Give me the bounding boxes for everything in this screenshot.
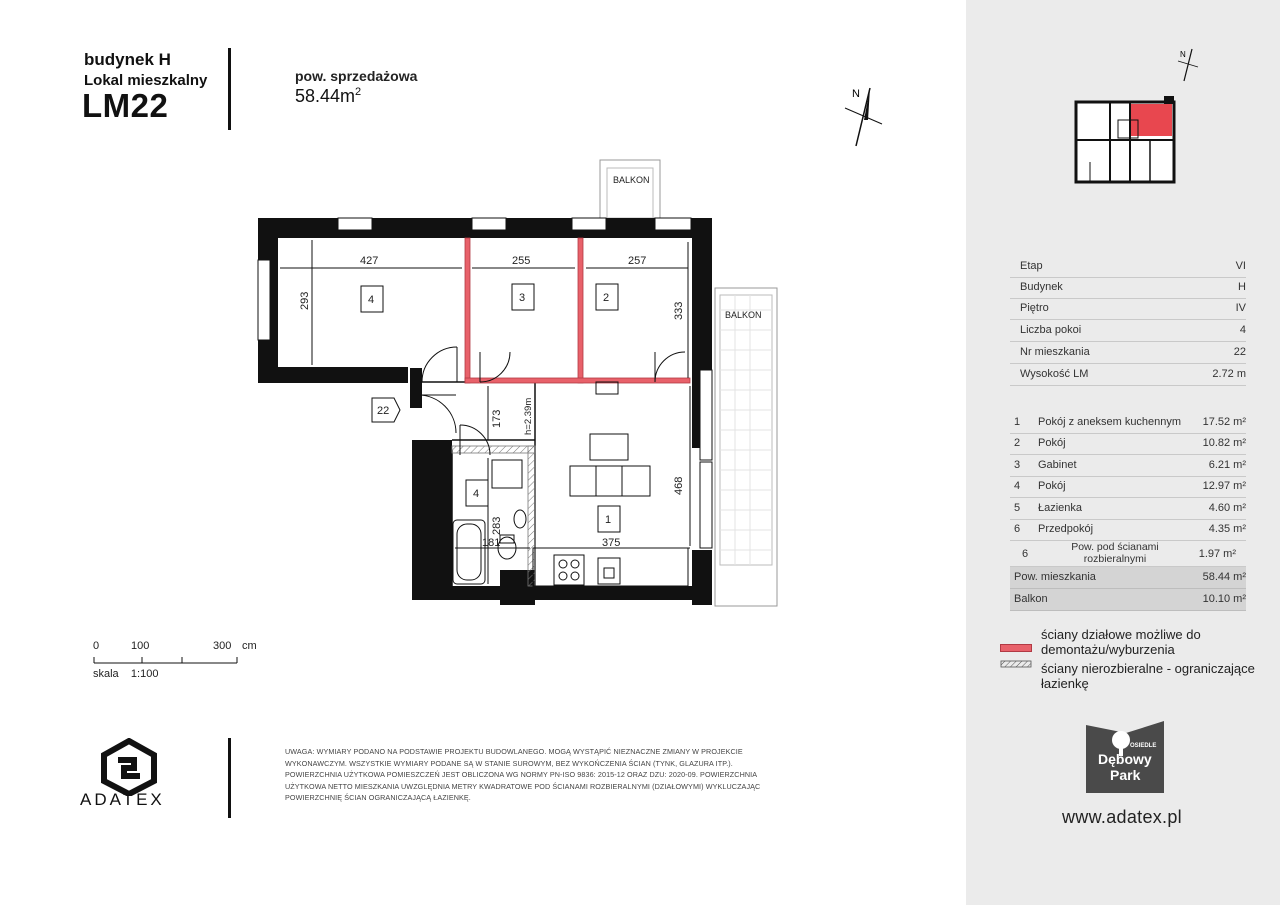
legend-demolishable: ściany działowe możliwe do demontażu/wyburzenia (1041, 627, 1201, 657)
dim-room4-width: 427 (360, 255, 379, 267)
room-row: 6 Pow. pod ścianami rozbieralnymi 1.97 m² (1010, 540, 1246, 567)
adatex-logo-text: ADATEX (80, 790, 165, 809)
unit-type-label: Lokal mieszkalny (84, 72, 208, 89)
room-row: 3 Gabinet 6.21 m² (1010, 455, 1246, 477)
balcony-top (600, 160, 660, 218)
keyplan-diagram (1070, 96, 1180, 188)
balcony-right-label: BALKON (725, 310, 762, 320)
scale-tick-0: 0 (93, 640, 100, 652)
info-row-liczba-pokoi: Liczba pokoi 4 (1010, 320, 1246, 342)
dim-room4-height: 293 (299, 291, 311, 310)
room-row: 6 Przedpokój 4.35 m² (1010, 519, 1246, 541)
scale-bar (92, 655, 242, 665)
entry-marker (372, 398, 400, 422)
summary-row-mieszkanie: Pow. mieszkania 58.44 m² (1010, 567, 1246, 589)
info-row-pietro: Piętro IV (1010, 298, 1246, 320)
website-link[interactable]: www.adatex.pl (1062, 807, 1182, 827)
logo-text-2: Park (1110, 767, 1141, 783)
building-label: budynek H (84, 50, 171, 69)
info-row-etap: Etap VI (1010, 256, 1246, 278)
unit-code: LM22 (82, 87, 169, 124)
logo-text-1: Dębowy (1098, 751, 1152, 767)
dim-room2-width: 257 (628, 255, 647, 267)
room-row: 4 Pokój 12.97 m² (1010, 476, 1246, 498)
logo-small-text: OSIEDLE (1130, 743, 1157, 749)
room-row: 2 Pokój 10.82 m² (1010, 433, 1246, 455)
info-row-nr-mieszkania: Nr mieszkania 22 (1010, 342, 1246, 364)
height-note: h=2.39m (523, 397, 534, 435)
legend-swatch-hatched (1000, 660, 1032, 669)
dim-room2-height: 333 (673, 301, 685, 320)
dim-living-width: 375 (602, 537, 621, 549)
entry-number: 22 (377, 405, 390, 417)
room-label-2: 2 (603, 292, 610, 304)
summary-row-balkon: Balkon 10.10 m² (1010, 589, 1246, 611)
compass-letter: N (852, 88, 860, 100)
dim-living-height: 468 (673, 476, 685, 495)
info-row-wysokosc: Wysokość LM 2.72 m (1010, 364, 1246, 386)
debowy-park-logo (1086, 715, 1164, 793)
keyplan-compass-icon (1172, 45, 1202, 85)
adatex-logo-icon (98, 738, 160, 796)
area-value: $58.44m^2$ (295, 86, 362, 106)
dim-bath-width: 181 (482, 537, 501, 549)
info-row-budynek: Budynek H (1010, 277, 1246, 299)
scale-label: skala 1:100 (93, 668, 159, 680)
room-label-bath: 4 (473, 488, 480, 500)
room-row: 1 Pokój z aneksem kuchennym 17.52 m² (1010, 412, 1246, 434)
footer-divider (228, 738, 231, 818)
balcony-right (715, 288, 777, 606)
area-label: pow. sprzedażowa (295, 68, 418, 84)
dim-corridor: 173 (491, 409, 503, 428)
compass-icon (840, 80, 890, 150)
dim-room3-width: 255 (512, 255, 531, 267)
room-label-3: 3 (519, 292, 526, 304)
room-row: 5 Łazienka 4.60 m² (1010, 498, 1246, 520)
legend-hatched: ściany nierozbieralne - ograniczające łazienkę (1041, 661, 1255, 691)
header-divider (228, 48, 231, 130)
room-label-4: 4 (368, 294, 375, 306)
scale-tick-300: 300 (213, 640, 232, 652)
disclaimer-note: UWAGA: WYMIARY PODANO NA PODSTAWIE PROJEKTU BUDOWLANEGO. MOGĄ WYSTĄPIĆ NIEZNACZNE ZMIANY W PROJEKCIE WYKONAWCZYM. WSZYSTKIE WYMIARY PODANE SĄ W STANIE SUROWYM, BEZ WYKOŃCZENIA ŚCIAN (TYNK, GLAZURA ITP.). POWIERZCHNIA UŻYTKOWA POMIESZCZEŃ JEST OBLICZONA WG NORMY PN-ISO 9836: 2015-12 ORAZ DZU: 2020-09. POWIERZCHNIA UŻYTKOWA NETTO MIESZKANIA UWZGLĘDNIA METRY KWADRATOWE POD ŚCIANAMI ROZBIERALNYMI (DZIAŁOWYMI) WYKLUCZAJĄC POWIERZCHNIĘ ŚCIAN OGRANICZAJĄCĄ ŁAZIENKĘ. (285, 747, 761, 802)
scale-tick-100: 100 (131, 640, 150, 652)
floor-plan (250, 150, 790, 610)
room-label-living: 1 (605, 514, 612, 526)
svg-text:N: N (1180, 50, 1186, 59)
dim-bath-height: 283 (491, 516, 503, 535)
balcony-top-label: BALKON (613, 175, 650, 185)
legend-swatch-demolishable (1000, 644, 1032, 652)
scale-unit: cm (242, 640, 257, 652)
